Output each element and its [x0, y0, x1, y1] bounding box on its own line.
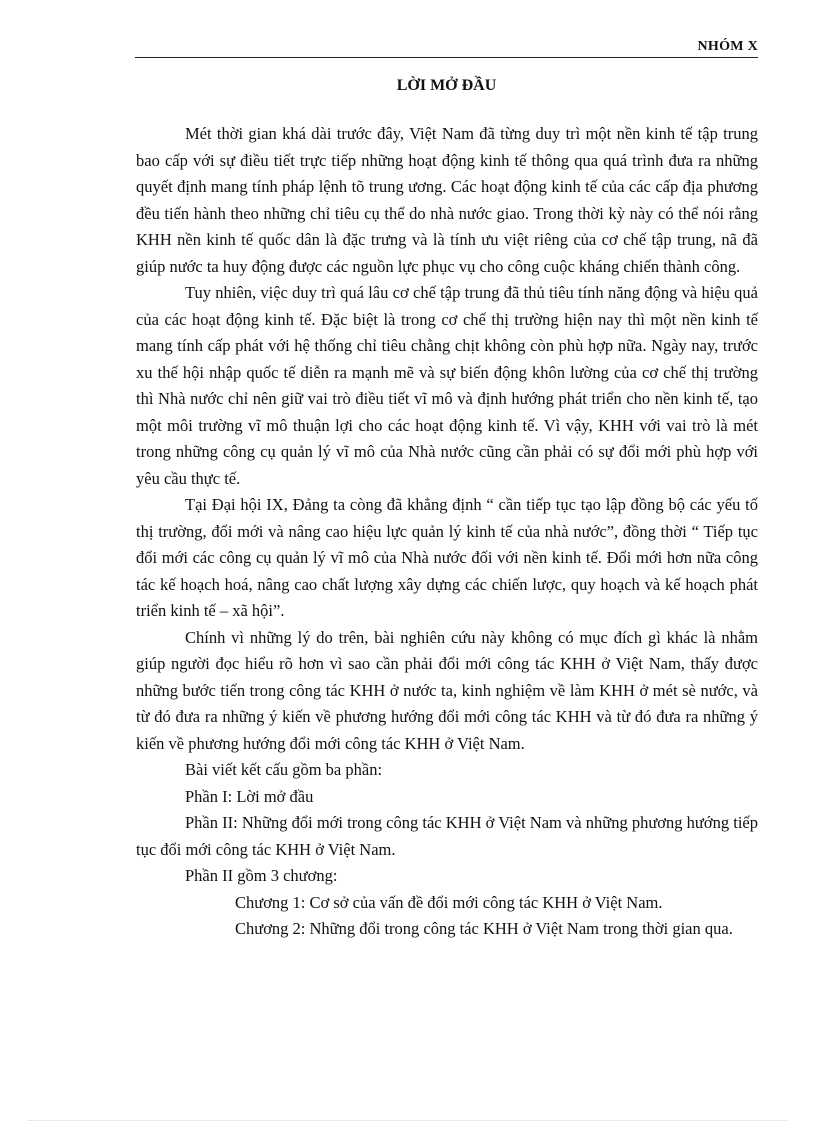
paragraph-part-2: Phần II: Những đổi mới trong công tác KHH ở Việt Nam và những phương hướng tiếp tục đổi mới công tác KHH ở Việt Nam. — [136, 813, 758, 859]
header-divider — [135, 57, 758, 58]
paragraph-part-1: Phần I: Lời mở đầu — [185, 786, 314, 806]
paragraph-structure: Bài viết kết cấu gồm ba phần: — [185, 760, 383, 779]
paragraph-chapter-2: Chương 2: Những đổi trong công tác KHH ở Việt Nam trong thời gian qua. — [235, 919, 733, 938]
document-body — [136, 121, 758, 943]
paragraph-part-2-chapters: Phần II gồm 3 chương: — [185, 866, 338, 885]
page-header: NHÓM X — [697, 39, 758, 54]
paragraph-chapter-1: Chương 1: Cơ sở của vấn đề đổi mới công tác KHH ở Việt Nam. — [235, 892, 663, 912]
page-title: LỜI MỞ ĐẦU — [396, 77, 497, 94]
footer-divider — [28, 1120, 788, 1121]
paragraph-purpose: Chính vì những lý do trên, bài nghiên cứu này không có mục đích gì khác là nhằm giúp người đọc hiểu rõ hơn vì sao cần phải đổi mới công tác KHH ở Việt Nam, thấy được những bước tiến trong công tác KHH ở nước ta, kinh nghiệm về làm KHH ở mét sè nước, và từ đó đưa ra những ý kiến về phương hướng đổi mới công tác KHH và từ đó đưa ra những ý kiến về phương hướng đổi mới công tác KHH ở Việt Nam. — [136, 627, 758, 753]
paragraph-intro: Mét thời gian khá dài trước đây, Việt Nam đã từng duy trì một nền kinh tế tập trung bao cấp với sự điều tiết trực tiếp những hoạt động kinh tế thông qua quá trình đưa ra những quyết định mang tính pháp lệnh tõ trung ương. Các hoạt động kinh tế của các cấp địa phương đều tiến hành theo những chỉ tiêu cụ thể do nhà nước giao. Trong thời kỳ này có thể nói rằng KHH nền kinh tế quốc dân là đặc trưng và là tính ưu việt riêng của cơ chế tập trung, nã đã giúp nước ta huy động được các nguồn lực phục vụ cho công cuộc kháng chiến thành công. — [136, 124, 758, 276]
paragraph-congress: Tại Đại hội IX, Đảng ta còng đã khẳng định “ cần tiếp tục tạo lập đồng bộ các yếu tố thị trường, đổi mới và nâng cao hiệu lực quản lý kinh tế của nhà nước”, đồng thời “ Tiếp tục đổi mới các công cụ quản lý vĩ mô của Nhà nước đối với nền kinh tế. Đổi mới hơn nữa công tác kế hoạch hoá, nâng cao chất lượng xây dựng các chiến lược, quy hoạch và kế hoạch phát triển kinh tế – xã hội”. — [136, 495, 758, 620]
paragraph-however: Tuy nhiên, việc duy trì quá lâu cơ chế tập trung đã thủ tiêu tính năng động và hiệu quả của các hoạt động kinh tế. Đặc biệt là trong cơ chế thị trường hiện nay thì một nền kinh tế mang tính cấp phát với hệ thống chỉ tiêu chằng chịt không còn phù hợp nữa. Ngày nay, trước xu thế hội nhập quốc tế diễn ra mạnh mẽ và sự biến động khôn lường của cơ chế thị trường thì Nhà nước chỉ nên giữ vai trò điều tiết vĩ mô và định hướng phát triển cho nền kinh tế, tạo một môi trường vĩ mô thuận lợi cho các hoạt động kinh tế. Vì vậy, KHH với vai trò là mét trong những công cụ quản lý vĩ mô của Nhà nước cũng cần phải có sự đổi mới phù hợp với yêu cầu thực tế. — [136, 283, 758, 488]
